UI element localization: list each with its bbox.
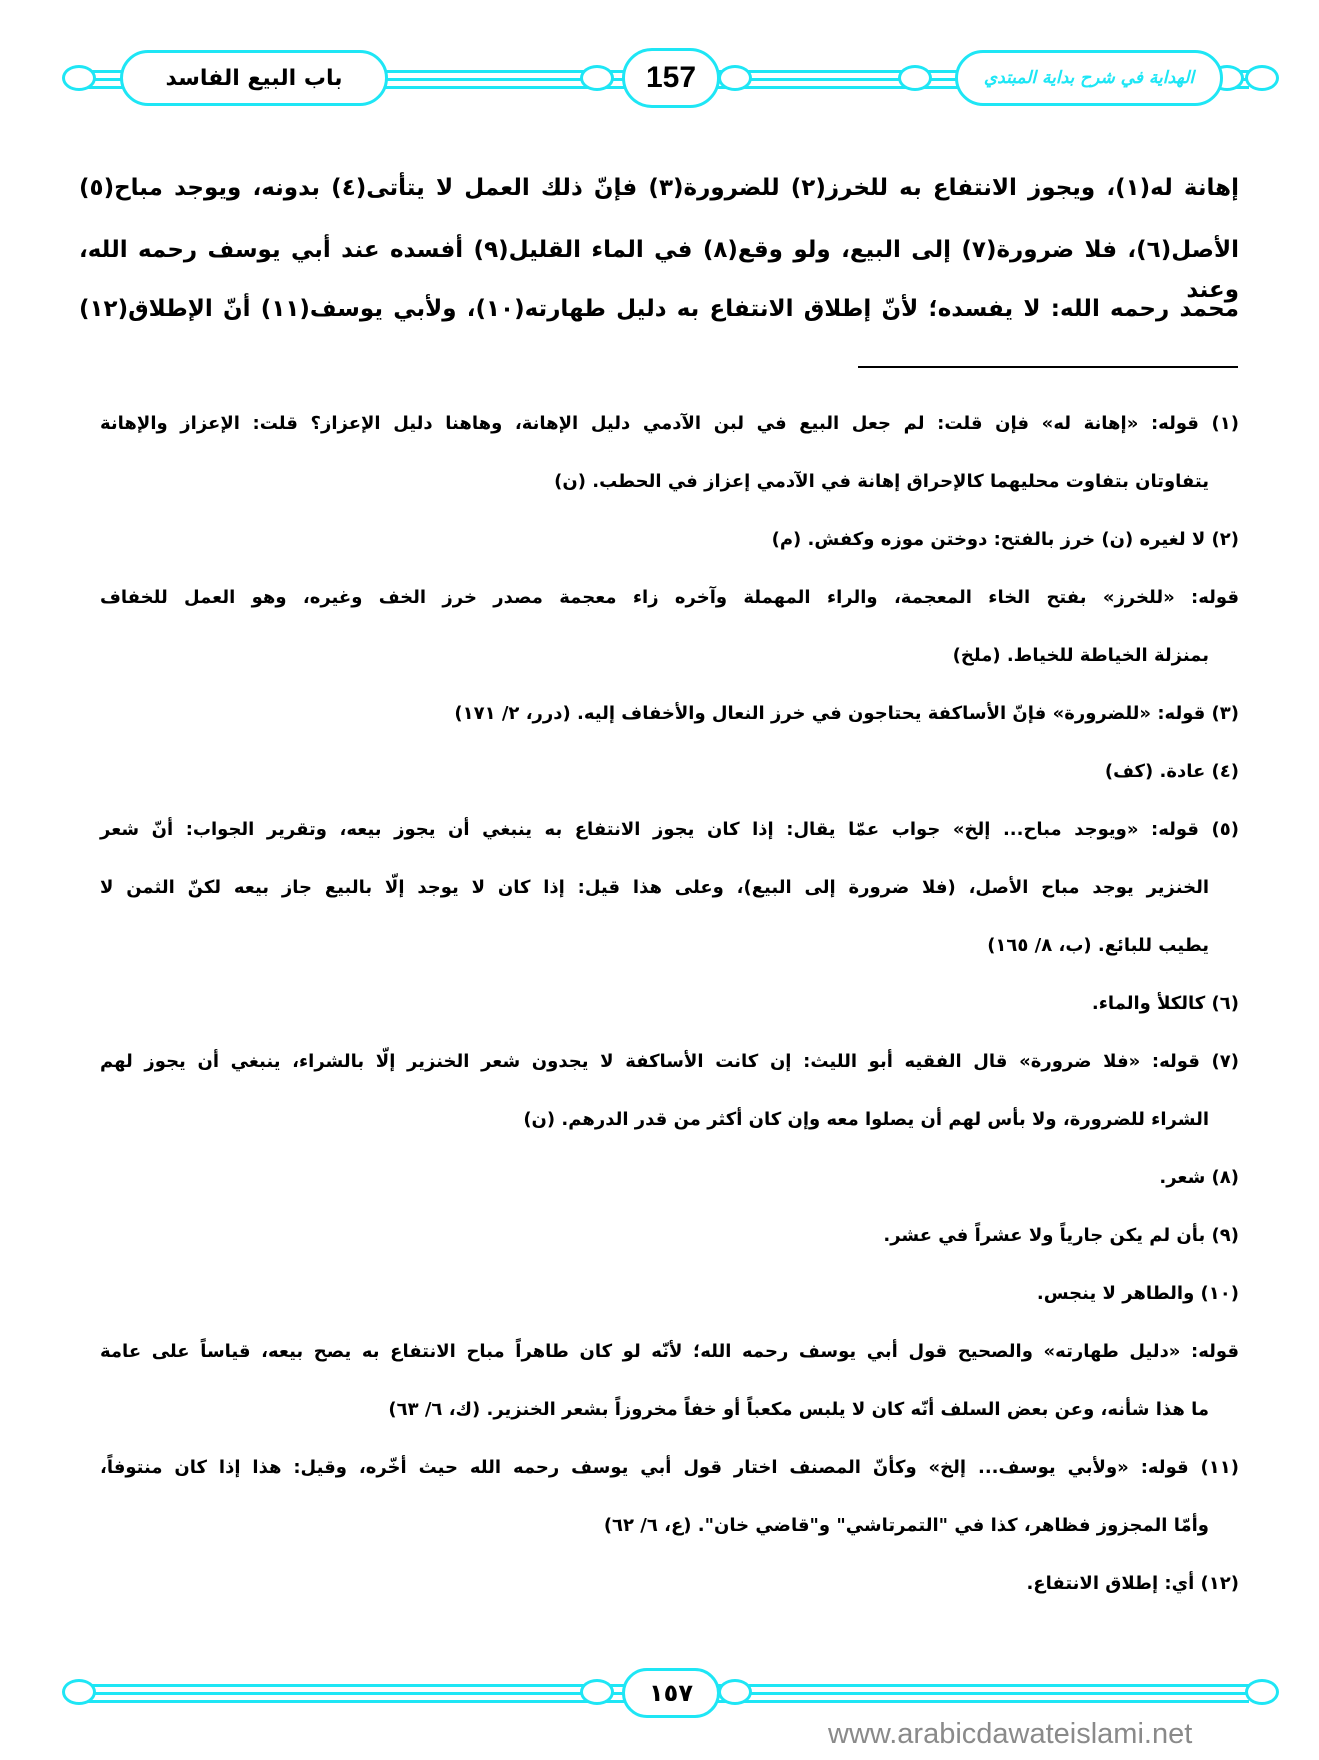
footnote-line: (٨) شعر. [1159, 1167, 1239, 1188]
chapter-title: باب البيع الفاسد [165, 65, 343, 91]
footnote-line: (٢) لا لغيره (ن) خرز بالفتح: دوختن موزه وكفش. (م) [771, 529, 1239, 550]
main-text-line: إهانة له(١)، ويجوز الانتفاع به للخرز(٢) للضرورة(٣) فإنّ ذلك العمل لا يتأتى(٤) بدونه، ويوجد مباح(٥) [79, 175, 1239, 201]
footer-page-number: ١٥٧ [649, 1679, 693, 1707]
book-title-logo: الهداية في شرح بداية المبتدي [983, 68, 1195, 88]
footer-page-number-pill [622, 1668, 720, 1718]
footnote-line: (١٠) والطاهر لا ينجس. [1036, 1283, 1239, 1304]
footnote-line: (١١) قوله: «ولأبي يوسف... إلخ» وكأنّ المصنف اختار قول أبي يوسف رحمه الله حيث أخّره، وقيل: هذا إذا كان منتوفاً، [100, 1457, 1239, 1478]
page-number-pill [622, 48, 720, 108]
book-title-pill [955, 50, 1223, 106]
footnote-line: (٦) كالكلأ والماء. [1091, 993, 1239, 1014]
footnote-line: (٩) بأن لم يكن جارياً ولا عشراً في عشر. [883, 1225, 1239, 1246]
footnote-line: (٣) قوله: «للضرورة» فإنّ الأساكفة يحتاجون في خرز النعال والأخفاف إليه. (درر، ٢/ ١٧١) [454, 703, 1239, 724]
footnote-line: (١) قوله: «إهانة له» فإن قلت: لم جعل البيع في لبن الآدمي دليل الإهانة، وهاهنا دليل الإعزاز؟ قلت: الإعزاز والإهانة [100, 413, 1239, 434]
footnote-line: قوله: «دليل طهارته» والصحيح قول أبي يوسف رحمه الله؛ لأنّه لو كان طاهراً مباح الانتفاع به يصح بيعه، قياساً على عامة [100, 1341, 1239, 1362]
footnote-line: الشراء للضرورة، ولا بأس لهم أن يصلوا معه وإن كان أكثر من قدر الدرهم. (ن) [523, 1109, 1209, 1130]
footnote-line: الخنزير يوجد مباح الأصل، (فلا ضرورة إلى البيع)، وعلى هذا قيل: إذا كان لا يوجد إلّا بالبيع جاز بيعه لكنّ الثمن لا [100, 877, 1209, 898]
footnote-line: (٥) قوله: «ويوجد مباح... إلخ» جواب عمّا يقال: إذا كان يجوز الانتفاع به ينبغي أن يجوز بيعه، وتقرير الجواب: أنّ شعر [100, 819, 1239, 840]
main-text-line: محمد رحمه الله: لا يفسده؛ لأنّ إطلاق الانتفاع به دليل طهارته(١٠)، ولأبي يوسف(١١) أنّ الإطلاق(١٢) [79, 296, 1239, 322]
watermark: www.arabicdawateislami.net [828, 1718, 1193, 1750]
footnote-line: قوله: «للخرز» بفتح الخاء المعجمة، والراء المهملة وآخره زاء معجمة مصدر خرز الخف وغيره، وهو العمل للخفاف [100, 587, 1239, 608]
footnote-line: (١٢) أي: إطلاق الانتفاع. [1026, 1573, 1239, 1594]
chapter-title-pill [120, 50, 388, 106]
footnote-line: بمنزلة الخياطة للخياط. (ملخ) [952, 645, 1209, 666]
footnote-line: (٧) قوله: «فلا ضرورة» قال الفقيه أبو الليث: إن كانت الأساكفة لا يجدون شعر الخنزير إلّا بالشراء، ينبغي أن يجوز لهم [100, 1051, 1239, 1072]
footnote-line: يطيب للبائع. (ب، ٨/ ١٦٥) [987, 935, 1209, 956]
footnote-line: (٤) عادة. (كف) [1104, 761, 1239, 782]
footnote-line: يتفاوتان بتفاوت محليهما كالإحراق إهانة في الآدمي إعزاز في الحطب. (ن) [554, 471, 1209, 492]
footnote-line: ما هذا شأنه، وعن بعض السلف أنّه كان لا يلبس مكعباً أو خفاً مخروزاً بشعر الخنزير. (ك، ٦/ ٦٣) [388, 1399, 1209, 1420]
footnote-separator [858, 366, 1238, 368]
main-text-line: الأصل(٦)، فلا ضرورة(٧) إلى البيع، ولو وقع(٨) في الماء القليل(٩) أفسده عند أبي يوسف رحمه الله، وعند [79, 237, 1239, 303]
page-number: 157 [645, 61, 697, 94]
footnote-line: وأمّا المجزوز فظاهر، كذا في "التمرتاشي" و"قاضي خان". (ع، ٦/ ٦٢) [603, 1515, 1209, 1536]
